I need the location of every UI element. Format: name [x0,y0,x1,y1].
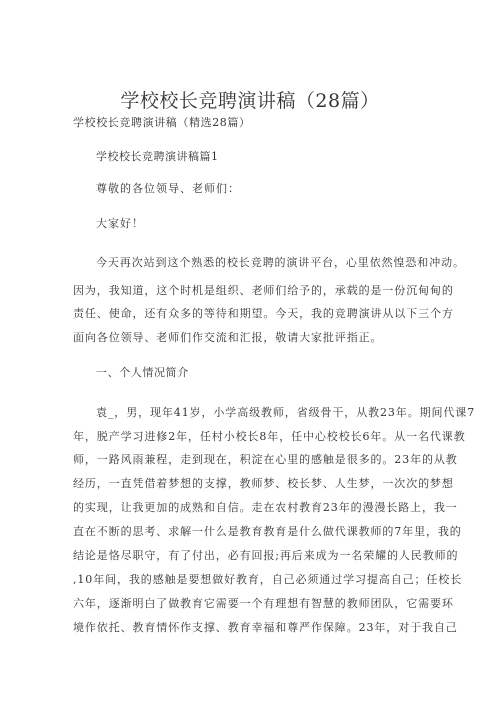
paragraph-line: 师，一路风雨兼程，走到现在，积淀在心里的感触是很多的。23年的从教 [73,453,458,466]
paragraph-line: 结论是恪尽职守，有了付出，必有回报;再后来成为一名荣耀的人民教师的 [73,549,459,562]
paragraph-line: 境作依托、教育情怀作支撑、教育幸福和尊严作保障。23年，对于我自己 [73,621,458,634]
paragraph-line: 因为，我知道，这个时机是组织、老师们给予的，承载的是一份沉甸甸的 [73,284,454,297]
paragraph-line: 六年，逐渐明白了做教育它需要一个有理想有智慧的教师团队，它需要环 [73,597,454,610]
paragraph-line: 袁_，男，现年41岁，小学高级教师，省级骨干，从教23年。期间代课7 [96,406,476,419]
section-heading: 学校校长竞聘演讲稿篇1 [96,150,219,163]
paragraph-line: 面向各位领导、老师们作交流和汇报，敬请大家批评指正。 [73,331,383,344]
heading-personal-info: 一、个人情况简介 [96,366,189,379]
paragraph-line: 的实现，让我更加的成熟和自信。走在农村教育23年的漫漫长路上，我一 [73,501,458,514]
paragraph-line: 经历，一直凭借着梦想的支撑，教师梦、校长梦、人生梦，一次次的梦想 [73,477,454,490]
document-title: 学校校长竞聘演讲稿（28篇） [120,90,380,112]
paragraph-line: 今天再次站到这个熟悉的校长竞聘的演讲平台，心里依然惶恐和冲动。 [96,256,465,269]
salutation: 尊敬的各位领导、老师们： [96,182,240,195]
paragraph-line: ,10年间，我的感触是要想做好教育，自己必须通过学习提高自己；任校长 [73,573,463,586]
document-subtitle: 学校校长竞聘演讲稿（精选28篇） [73,116,251,129]
greeting: 大家好！ [96,217,144,230]
paragraph-line: 直在不断的思考、求解一什么是教育教育是什么做代课教师的7年里，我的 [73,525,462,538]
paragraph-line: 责任、使命，还有众多的等待和期望。今天，我的竞聘演讲从以下三个方 [73,307,454,320]
paragraph-line: 年，脱产学习进修2年，任村小校长8年，任中心校校长6年。从一名代课教 [73,430,466,443]
